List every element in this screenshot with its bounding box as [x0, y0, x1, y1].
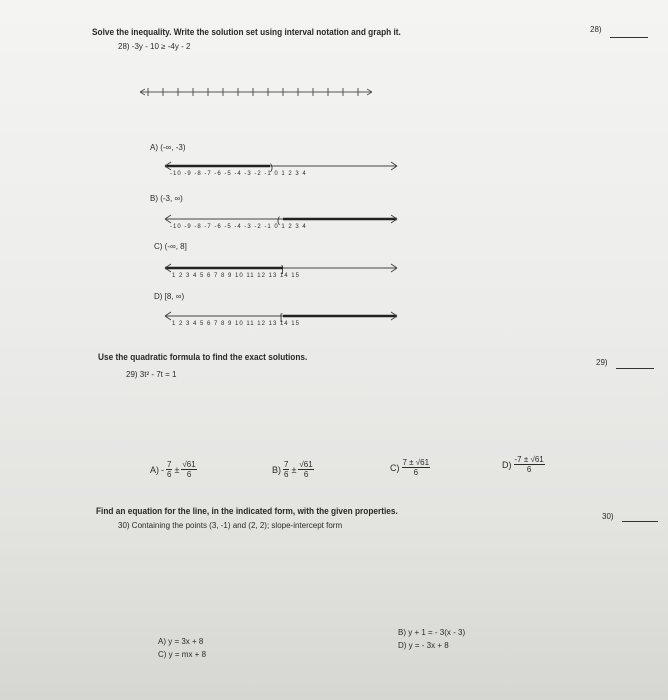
answer-blank-29[interactable]: [616, 368, 654, 369]
option-30-b[interactable]: B) y + 1 = - 3(x - 3): [398, 628, 466, 637]
fraction: [402, 458, 431, 477]
fraction: [181, 460, 196, 479]
svg-text:): ): [270, 162, 273, 172]
option-letter: B): [272, 464, 281, 475]
fraction: [298, 460, 313, 479]
denominator: 6: [303, 470, 309, 479]
option-30-c[interactable]: C) y = mx + 8: [158, 650, 207, 659]
svg-text:(: (: [277, 215, 280, 225]
numerator: 7: [284, 460, 289, 469]
problem-29: 29) 3t² - 7t = 1: [126, 370, 177, 379]
blank-number-line: [140, 86, 372, 98]
denominator: 6: [167, 470, 172, 479]
ticks-d: 1 2 3 4 5 6 7 8 9 10 11 12 13 14 15: [172, 321, 300, 327]
answer-label-30: 30): [602, 512, 614, 521]
fraction: [283, 460, 289, 479]
instruction-30: Find an equation for the line, in the indicated form, with the given properties.: [96, 506, 398, 516]
option-30-a[interactable]: A) y = 3x + 8: [158, 637, 204, 646]
ticks-b: -10 -9 -8 -7 -6 -5 -4 -3 -2 -1 0 1 2 3 4: [170, 224, 307, 230]
numerator: -7 ± √61: [514, 455, 544, 464]
numerator: √61: [182, 460, 196, 469]
answer-blank-28[interactable]: [610, 37, 648, 38]
denominator: 6: [284, 470, 289, 479]
option-letter: D): [502, 459, 512, 470]
option-28-c[interactable]: C) (-∞, 8]: [154, 242, 187, 251]
fraction: [166, 460, 172, 479]
option-28-a[interactable]: A) (-∞, -3): [150, 143, 186, 152]
denominator: 6: [413, 468, 419, 477]
problem-28: 28) -3y - 10 ≥ -4y - 2: [118, 42, 191, 51]
plus-minus: ±: [291, 464, 297, 475]
option-29-b[interactable]: [272, 460, 314, 479]
answer-blank-30[interactable]: [622, 521, 658, 522]
option-letter: A): [150, 464, 159, 475]
numerator: 7 ± √61: [402, 458, 430, 467]
option-28-d[interactable]: D) [8, ∞): [154, 292, 185, 301]
instruction-29: Use the quadratic formula to find the exact solutions.: [98, 352, 308, 362]
option-letter: C): [390, 462, 400, 473]
numerator: √61: [299, 460, 313, 469]
ticks-c: 1 2 3 4 5 6 7 8 9 10 11 12 13 14 15: [172, 273, 300, 279]
option-29-d[interactable]: [502, 455, 545, 474]
minus-sign: -: [161, 464, 164, 475]
option-30-d[interactable]: D) y = - 3x + 8: [398, 641, 449, 650]
ticks-a: -10 -9 -8 -7 -6 -5 -4 -3 -2 -1 0 1 2 3 4: [170, 171, 307, 177]
option-29-a[interactable]: [150, 460, 197, 479]
svg-text:[: [: [280, 312, 283, 322]
denominator: 6: [186, 470, 192, 479]
svg-text:]: ]: [281, 264, 284, 274]
problem-30: 30) Containing the points (3, -1) and (2, 2); slope-intercept form: [118, 521, 343, 530]
option-29-c[interactable]: [390, 458, 430, 477]
plus-minus: ±: [174, 464, 180, 475]
instruction-28: Solve the inequality. Write the solution set using interval notation and graph it.: [92, 27, 401, 37]
fraction: [514, 455, 545, 474]
denominator: 6: [526, 465, 532, 474]
option-28-b[interactable]: B) (-3, ∞): [150, 194, 183, 203]
answer-label-29: 29): [596, 358, 608, 367]
numerator: 7: [167, 460, 172, 469]
answer-label-28: 28): [590, 25, 602, 34]
